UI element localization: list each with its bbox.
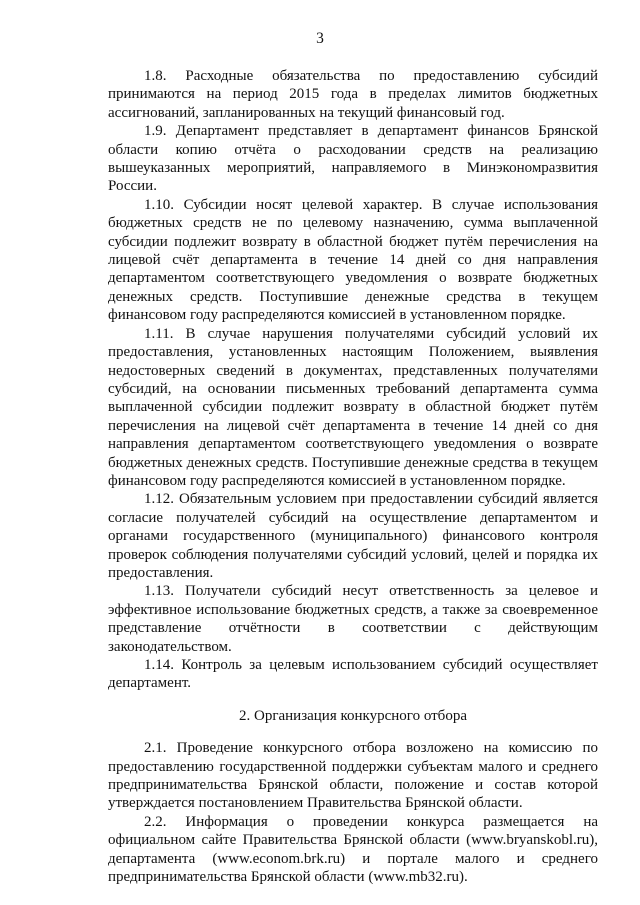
document-body <box>108 67 598 886</box>
paragraph-2-1: 2.1. Проведение конкурсного отбора возложено на комиссию по предоставлению государственной поддержки субъектам малого и среднего предпринимательства Брянской области, положение и состав которой утверждается постановлением Правительства Брянской области. <box>108 740 598 812</box>
paragraph-1-13: 1.13. Получатели субсидий несут ответственность за целевое и эффективное использование бюджетных средств, а также за своевременное представление отчётности в соответствии с действующим законодательством. <box>108 583 598 655</box>
paragraph-2-2: 2.2. Информация о проведении конкурса размещается на официальном сайте Правительства Брянской области (www.bryanskobl.ru), департамента (www.econom.brk.ru) и портале малого и среднего предпринимательства Брянской области (www.mb32.ru). <box>108 813 598 886</box>
paragraph-1-14: 1.14. Контроль за целевым использованием субсидий осуществляет департамент. <box>108 657 598 692</box>
page-number: 3 <box>316 30 324 47</box>
section-heading: 2. Организация конкурсного отбора <box>239 707 467 724</box>
paragraph-1-8: 1.8. Расходные обязательства по предоставлению субсидий принимаются на период 2015 года в пределах лимитов бюджетных ассигнований, запланированных на текущий финансовый год. <box>108 68 598 121</box>
paragraph-1-12: 1.12. Обязательным условием при предоставлении субсидий является согласие получателей субсидий на осуществление департаментом и органами государственного (муниципального) финансового контроля проверок соблюдения получателями субсидий условий, целей и порядка их предоставления. <box>108 491 598 581</box>
paragraph-1-10: 1.10. Субсидии носят целевой характер. В случае использования бюджетных средств не по целевому назначению, сумма выплаченной субсидии подлежит возврату в областной бюджет путём перечисления на лицевой счёт департамента в течение 14 дней со дня направления департаментом соответствующего уведомления о возврате бюджетных денежных средств. Поступившие денежные средства в текущем финансовом году распределяются комиссией в установленном порядке. <box>108 196 598 324</box>
paragraph-1-11: 1.11. В случае нарушения получателями субсидий условий их предоставления, установленных настоящим Положением, выявления недостоверных сведений в документах, представленных получателями субсидий, на основании письменных требований департамента сумма выплаченной субсидии подлежит возврату в областной бюджет путём перечисления на лицевой счёт департамента в течение 14 дней со дня направления департаментом соответствующего уведомления о возврате бюджетных денежных средств. Поступившие денежные средства в текущем финансовом году распределяются комиссией в установленном порядке. <box>108 325 598 489</box>
paragraph-1-9: 1.9. Департамент представляет в департамент финансов Брянской области копию отчёта о расходовании средств на реализацию вышеуказанных мероприятий, направляемого в Минэкономразвития России. <box>108 123 598 195</box>
